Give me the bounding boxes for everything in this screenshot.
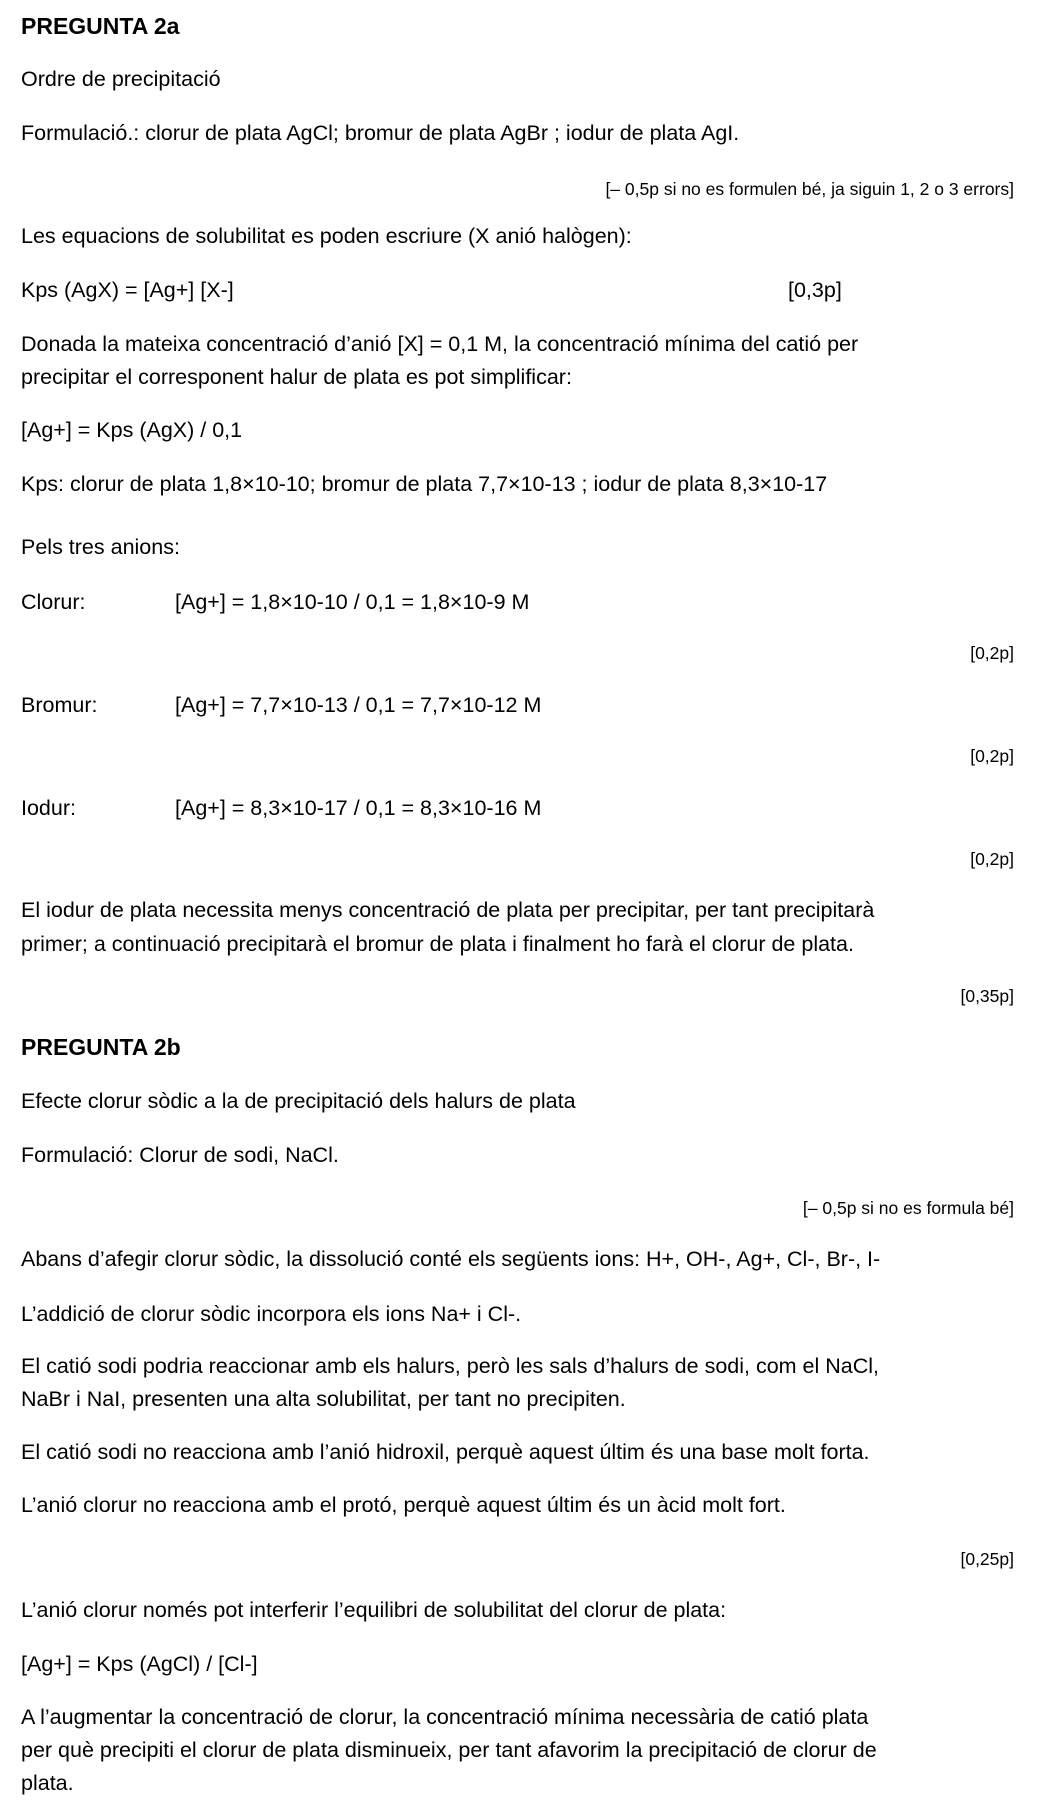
agcl-equation: [Ag+] = Kps (AgCl) / [Cl-] — [21, 1652, 258, 1676]
conclusion-points: [0,35p] — [960, 986, 1014, 1006]
kps-equation: Kps (AgX) = [Ag+] [X-] — [21, 278, 234, 302]
final-line-3: plata. — [21, 1771, 74, 1795]
proton-points: [0,25p] — [960, 1549, 1014, 1569]
anion-equation: [Ag+] = 8,3×10-17 / 0,1 = 8,3×10-16 M — [175, 796, 542, 820]
interfere-line: L’anió clorur només pot interferir l’equilibri de solubilitat del clorur de plata: — [21, 1598, 727, 1622]
ions-before-line: Abans d’afegir clorur sòdic, la dissolució conté els següents ions: H+, OH-, Ag+, Cl-, Br-, I- — [21, 1247, 881, 1271]
anion-points: [0,2p] — [970, 643, 1014, 663]
simplified-equation: [Ag+] = Kps (AgX) / 0,1 — [21, 418, 243, 442]
formulation-line: Formulació.: clorur de plata AgCl; bromur de plata AgBr ; iodur de plata AgI. — [21, 121, 740, 145]
anion-label: Iodur: — [21, 796, 76, 820]
question-2b-heading: PREGUNTA 2b — [21, 1034, 181, 1060]
hydroxyl-line: El catió sodi no reacciona amb l’anió hidroxil, perquè aquest últim és una base molt forta. — [21, 1440, 870, 1464]
question-2a-subtitle: Ordre de precipitació — [21, 67, 221, 91]
sodium-line-1: El catió sodi podria reaccionar amb els halurs, però les sals d’halurs de sodi, com el NaCl, — [21, 1354, 880, 1378]
anion-points: [0,2p] — [970, 746, 1014, 766]
anion-label: Bromur: — [21, 693, 98, 717]
question-2b-subtitle: Efecte clorur sòdic a la de precipitació dels halurs de plata — [21, 1089, 576, 1113]
proton-line: L’anió clorur no reacciona amb el protó, perquè aquest últim és un àcid molt fort. — [21, 1493, 786, 1517]
formulation-penalty: [– 0,5p si no es formulen bé, ja siguin 1, 2 o 3 errors] — [605, 179, 1014, 199]
conclusion-line-2: primer; a continuació precipitarà el bromur de plata i finalment ho farà el clorur de plata. — [21, 932, 854, 956]
anion-equation: [Ag+] = 1,8×10-10 / 0,1 = 1,8×10-9 M — [175, 590, 530, 614]
given-line-2: precipitar el corresponent halur de plata es pot simplificar: — [21, 365, 572, 389]
final-line-2: per què precipiti el clorur de plata disminueix, per tant afavorim la precipitació de clorur de — [21, 1738, 877, 1762]
equations-intro: Les equacions de solubilitat es poden escriure (X anió halògen): — [21, 224, 632, 248]
three-anions-intro: Pels tres anions: — [21, 535, 180, 559]
anion-label: Clorur: — [21, 590, 86, 614]
kps-equation-points: [0,3p] — [788, 278, 842, 302]
kps-values: Kps: clorur de plata 1,8×10-10; bromur de plata 7,7×10-13 ; iodur de plata 8,3×10-17 — [21, 472, 828, 496]
formulation-penalty: [– 0,5p si no es formula bé] — [802, 1198, 1014, 1218]
final-line-1: A l’augmentar la concentració de clorur, la concentració mínima necessària de catió plata — [21, 1705, 869, 1729]
given-line-1: Donada la mateixa concentració d’anió [X] = 0,1 M, la concentració mínima del catió per — [21, 332, 859, 356]
addition-line: L’addició de clorur sòdic incorpora els ions Na+ i Cl-. — [21, 1302, 522, 1326]
question-2a-heading: PREGUNTA 2a — [21, 13, 180, 39]
sodium-line-2: NaBr i NaI, presenten una alta solubilitat, per tant no precipiten. — [21, 1387, 626, 1411]
conclusion-line-1: El iodur de plata necessita menys concentració de plata per precipitar, per tant precipitarà — [21, 898, 875, 922]
anion-points: [0,2p] — [970, 849, 1014, 869]
anion-equation: [Ag+] = 7,7×10-13 / 0,1 = 7,7×10-12 M — [175, 693, 542, 717]
formulation-line: Formulació: Clorur de sodi, NaCl. — [21, 1143, 339, 1167]
